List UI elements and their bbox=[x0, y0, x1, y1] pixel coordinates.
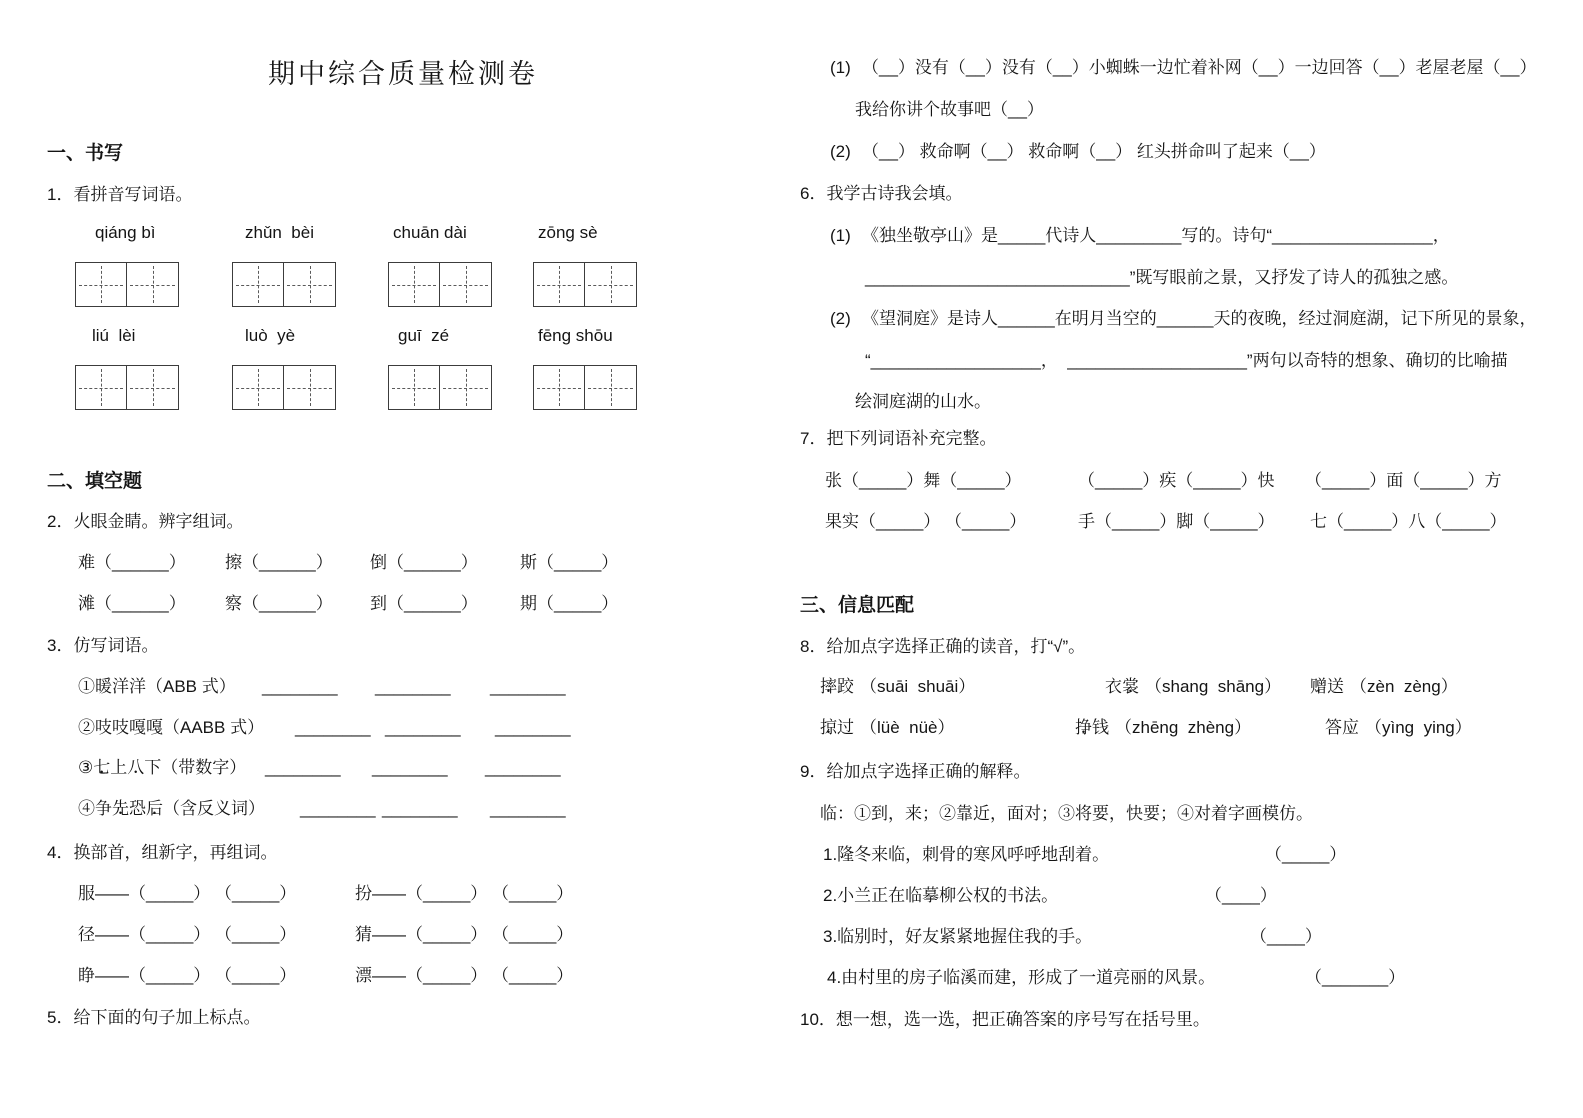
q3-item-label: ②吱吱嘎嘎（AABB 式） bbox=[78, 718, 265, 737]
text: ④争 bbox=[78, 799, 112, 818]
answer-bracket: （_____） bbox=[1265, 845, 1347, 864]
pinyin-options: （yìng ying） bbox=[1365, 718, 1472, 737]
grid-cell bbox=[388, 365, 440, 410]
q4-item: 服——（_____） （_____） bbox=[78, 884, 297, 903]
q7-item: （_____）疾（_____）快 bbox=[1078, 471, 1275, 490]
q4-item: 猜——（_____） （_____） bbox=[355, 925, 574, 944]
grid-cell bbox=[440, 365, 492, 410]
pinyin-word: fēng shōu bbox=[538, 326, 613, 345]
q8-item bbox=[1105, 676, 1281, 697]
q4-item: 径——（_____） （_____） bbox=[78, 925, 297, 944]
grid-cell bbox=[75, 365, 127, 410]
text: （含反义词） bbox=[163, 799, 265, 818]
dotted-char: 赠 • bbox=[1310, 676, 1327, 697]
answer-bracket: （____） bbox=[1250, 927, 1322, 946]
q8-item bbox=[820, 676, 975, 697]
writing-grid bbox=[75, 262, 179, 307]
q5-item-number: (2) bbox=[830, 142, 851, 161]
q3-item-label bbox=[78, 757, 246, 778]
grid-cell bbox=[440, 262, 492, 307]
q3-label: 3．仿写词语。 bbox=[47, 636, 159, 655]
grid-cell bbox=[232, 262, 284, 307]
q2-label: 2．火眼金睛。辨字组词。 bbox=[47, 512, 244, 531]
answer-blank: ________ bbox=[375, 677, 451, 696]
grid-cell bbox=[127, 365, 179, 410]
answer-blank: ________ bbox=[485, 758, 561, 777]
word-blank-item: 斯（_____） bbox=[520, 553, 619, 572]
section-heading-match: 三、信息匹配 bbox=[800, 595, 915, 616]
text: 下（带数字） bbox=[144, 758, 247, 777]
q8-item bbox=[1325, 717, 1472, 738]
word-blank-item: 滩（______） bbox=[78, 594, 186, 613]
word-blank-item: 倒（______） bbox=[370, 553, 478, 572]
q4-item: 漂——（_____） （_____） bbox=[355, 966, 574, 985]
writing-grid bbox=[533, 365, 637, 410]
text: 过 bbox=[837, 718, 854, 737]
dotted-char: 后 • bbox=[146, 798, 163, 819]
q7-item: 果实（_____） （_____） bbox=[825, 512, 1027, 531]
q6-item-text: 《独坐敬亭山》是_____代诗人_________写的。诗句“_________________， bbox=[862, 226, 1450, 245]
grid-cell bbox=[388, 262, 440, 307]
pinyin-options: （shang shāng） bbox=[1145, 677, 1282, 696]
writing-grid bbox=[533, 262, 637, 307]
word-blank-item: 难（______） bbox=[78, 553, 186, 572]
q4-label: 4．换部首，组新字，再组词。 bbox=[47, 843, 278, 862]
dotted-char: 掠 • bbox=[820, 717, 837, 738]
grid-cell bbox=[284, 365, 336, 410]
right-column bbox=[800, 0, 1583, 1118]
q5-item-text: （__）没有（__）没有（__）小蜘蛛一边忙着补网（__）一边回答（__）老屋老屋（__） bbox=[862, 58, 1537, 77]
q7-item: 手（_____）脚（_____） bbox=[1078, 512, 1275, 531]
answer-blank: ________ bbox=[300, 799, 376, 818]
text: 跤 bbox=[837, 677, 854, 696]
q7-label: 7．把下列词语补充完整。 bbox=[800, 429, 997, 448]
answer-blank: ________ bbox=[382, 799, 458, 818]
answer-blank: ________ bbox=[372, 758, 448, 777]
q5-item-text: （__） 救命啊（__） 救命啊（__） 红头拼命叫了起来（__） bbox=[862, 142, 1326, 161]
answer-blank: ________ bbox=[490, 677, 566, 696]
section-heading-fill: 二、填空题 bbox=[47, 471, 143, 492]
q3-item-label: ①暖洋洋（ABB 式） bbox=[78, 677, 236, 696]
q7-item: （_____）面（_____）方 bbox=[1305, 471, 1502, 490]
q6-item-number: (1) bbox=[830, 226, 851, 245]
q5-item-1-cont: 我给你讲个故事吧（__） bbox=[855, 100, 1044, 119]
writing-grid bbox=[388, 262, 492, 307]
q6-item-text: 《望洞庭》是诗人______在明月当空的______天的夜晚，经过洞庭湖，记下所见的景象， bbox=[862, 309, 1537, 328]
q6-item-2-cont2: 绘洞庭湖的山水。 bbox=[855, 392, 991, 411]
q5-item-number: (1) bbox=[830, 58, 851, 77]
q9-label: 9．给加点字选择正确的解释。 bbox=[800, 762, 1031, 781]
text: 答 bbox=[1325, 718, 1342, 737]
dotted-char: 应 • bbox=[1342, 717, 1359, 738]
dotted-char: 七 • bbox=[93, 757, 110, 778]
pinyin-word: qiáng bì bbox=[95, 223, 156, 242]
q9-item-text: 3.临别时，好友紧紧地握住我的手。 bbox=[823, 927, 1093, 946]
grid-cell bbox=[533, 262, 585, 307]
q9-item-text: 1.隆冬来临，刺骨的寒风呼呼地刮着。 bbox=[823, 845, 1110, 864]
dotted-char: 摔 • bbox=[820, 676, 837, 697]
word-blank-item: 到（______） bbox=[370, 594, 478, 613]
answer-bracket: （_______） bbox=[1305, 968, 1406, 987]
pinyin-word: luò yè bbox=[245, 326, 296, 345]
answer-blank: ________ bbox=[295, 718, 371, 737]
writing-grid bbox=[75, 365, 179, 410]
q6-item-1-cont: ____________________________”既写眼前之景，又抒发了诗人的孤独之感。 bbox=[865, 268, 1459, 287]
text: 钱 bbox=[1092, 718, 1109, 737]
dotted-char: 裳 • bbox=[1122, 676, 1139, 697]
q8-item bbox=[820, 717, 955, 738]
q4-item: 睁——（_____） （_____） bbox=[78, 966, 297, 985]
answer-blank: ________ bbox=[385, 718, 461, 737]
answer-blank: ________ bbox=[265, 758, 341, 777]
q5-label: 5．给下面的句子加上标点。 bbox=[47, 1008, 261, 1027]
pinyin-options: （suāi shuāi） bbox=[860, 677, 976, 696]
pinyin-word: zōng sè bbox=[538, 223, 598, 242]
answer-blank: ________ bbox=[490, 799, 566, 818]
left-column bbox=[47, 0, 759, 1118]
pinyin-word: chuān dài bbox=[393, 223, 467, 242]
grid-cell bbox=[127, 262, 179, 307]
answer-blank: ________ bbox=[495, 718, 571, 737]
word-blank-item: 期（_____） bbox=[520, 594, 619, 613]
q9-item-text: 2.小兰正在临摹柳公权的书法。 bbox=[823, 886, 1059, 905]
q10-label: 10．想一想，选一选，把正确答案的序号写在括号里。 bbox=[800, 1010, 1210, 1029]
q8-item bbox=[1310, 676, 1458, 697]
dotted-char: 挣 • bbox=[1075, 717, 1092, 738]
dotted-char: 先 • bbox=[112, 798, 129, 819]
grid-cell bbox=[284, 262, 336, 307]
writing-grid bbox=[232, 365, 336, 410]
pinyin-options: （lüè nüè） bbox=[860, 718, 955, 737]
pinyin-word: liú lèi bbox=[92, 326, 136, 345]
grid-cell bbox=[75, 262, 127, 307]
q7-item: 张（_____）舞（_____） bbox=[825, 471, 1022, 490]
q6-item-number: (2) bbox=[830, 309, 851, 328]
word-blank-item: 擦（______） bbox=[225, 553, 333, 572]
q7-item: 七（_____）八（_____） bbox=[1310, 512, 1507, 531]
pinyin-word: zhǔn bèi bbox=[245, 223, 314, 242]
section-heading-writing: 一、书写 bbox=[47, 143, 124, 164]
page-title: 期中综合质量检测卷 bbox=[268, 59, 538, 89]
answer-bracket: （____） bbox=[1205, 886, 1277, 905]
pinyin-options: （zhēng zhèng） bbox=[1115, 718, 1252, 737]
text: 上 bbox=[110, 758, 128, 777]
grid-cell bbox=[585, 262, 637, 307]
q8-label: 8．给加点字选择正确的读音，打“√”。 bbox=[800, 637, 1086, 656]
q1-label: 1．看拼音写词语。 bbox=[47, 185, 193, 204]
text: 恐 bbox=[129, 799, 146, 818]
q8-item bbox=[1075, 717, 1251, 738]
pinyin-options: （zèn zèng） bbox=[1350, 677, 1458, 696]
text: ③ bbox=[78, 758, 94, 777]
q6-label: 6．我学古诗我会填。 bbox=[800, 184, 963, 203]
q4-item: 扮——（_____） （_____） bbox=[355, 884, 574, 903]
text: 衣 bbox=[1105, 677, 1122, 696]
grid-cell bbox=[585, 365, 637, 410]
writing-grid bbox=[232, 262, 336, 307]
text: 送 bbox=[1327, 677, 1344, 696]
grid-cell bbox=[533, 365, 585, 410]
q6-item-2-cont: “__________________， ___________________”两句以奇特的想象、确切的比喻描 bbox=[865, 351, 1508, 370]
word-blank-item: 察（______） bbox=[225, 594, 333, 613]
answer-blank: ________ bbox=[262, 677, 338, 696]
pinyin-word: guī zé bbox=[398, 326, 450, 345]
q9-item-text: 4.由村里的房子临溪而建，形成了一道亮丽的风景。 bbox=[827, 968, 1216, 987]
q9-key: 临：①到，来；②靠近，面对；③将要，快要；④对着字画模仿。 bbox=[820, 804, 1313, 823]
dotted-char: 八 • bbox=[127, 757, 144, 778]
writing-grid bbox=[388, 365, 492, 410]
grid-cell bbox=[232, 365, 284, 410]
q3-item-label bbox=[78, 798, 265, 819]
